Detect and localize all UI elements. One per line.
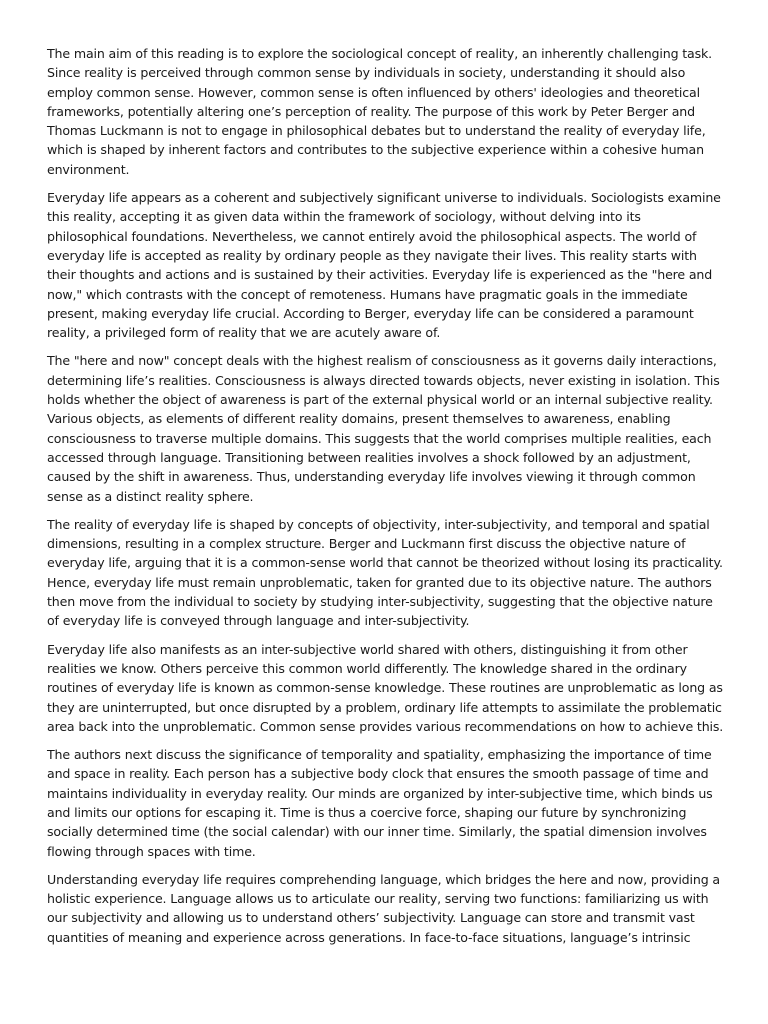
- paragraph-1: The main aim of this reading is to explore the sociological concept of reality, an inherently challenging task. Since reality is perceived through common sense by individuals in society, understanding it should also employ common sense. However, common sense is often influenced by others' ideologies and theoretical frameworks, potentially altering one’s perception of reality. The purpose of this work by Peter Berger and Thomas Luckmann is not to engage in philosophical debates but to understand the reality of everyday life, which is shaped by inherent factors and contributes to the subjective experience within a cohesive human environment.: [47, 46, 713, 177]
- paragraph-6: The authors next discuss the significance of temporality and spatiality, emphasizing the importance of time and space in reality. Each person has a subjective body clock that ensures the smooth passage of time and maintains individuality in everyday reality. Our minds are organized by inter-subjective time, which binds us and limits our options for escaping it. Time is thus a coercive force, shaping our future by synchronizing socially determined time (the social calendar) with our inner time. Similarly, the spatial dimension involves flowing through spaces with time.: [47, 747, 713, 859]
- paragraph-4: The reality of everyday life is shaped by concepts of objectivity, inter-subjectivity, and temporal and spatial dimensions, resulting in a complex structure. Berger and Luckmann first discuss the objective nature of everyday life, arguing that it is a common-sense world that cannot be theorized without losing its practicality. Hence, everyday life must remain unproblematic, taken for granted due to its objective nature. The authors then move from the individual to society by studying inter-subjectivity, suggesting that the objective nature of everyday life is conveyed through language and inter-subjectivity.: [47, 516, 723, 629]
- document-body: [47, 44, 725, 956]
- paragraph-2: Everyday life appears as a coherent and subjectively significant universe to individuals. Sociologists examine this reality, accepting it as given data within the framework of sociology, without delving into its philosophical foundations. Nevertheless, we cannot entirely avoid the philosophical aspects. The world of everyday life is accepted as reality by ordinary people as they navigate their lives. This reality starts with their thoughts and actions and is sustained by their activities. Everyday life is experienced as the "here and now," which contrasts with the concept of remoteness. Humans have pragmatic goals in the immediate present, making everyday life crucial. According to Berger, everyday life can be considered a paramount reality, a privileged form of reality that we are acutely aware of.: [47, 190, 721, 341]
- paragraph-7: Understanding everyday life requires comprehending language, which bridges the here and now, providing a holistic experience. Language allows us to articulate our reality, serving two functions: familiarizing us with our subjectivity and allowing us to understand others’ subjectivity. Language can store and transmit vast quantities of meaning and experience across generations. In face-to-face situations, language’s intrinsic: [47, 871, 720, 945]
- paragraph-5: Everyday life also manifests as an inter-subjective world shared with others, distinguishing it from other realities we know. Others perceive this common world differently. The knowledge shared in the ordinary routines of everyday life is known as common-sense knowledge. These routines are unproblematic as long as they are uninterrupted, but once disrupted by a problem, ordinary life attempts to assimilate the problematic area back into the unproblematic. Common sense provides various recommendations on how to achieve this.: [47, 641, 724, 734]
- paragraph-3: The "here and now" concept deals with the highest realism of consciousness as it governs daily interactions, determining life’s realities. Consciousness is always directed towards objects, never existing in isolation. This holds whether the object of awareness is part of the external physical world or an internal subjective reality. Various objects, as elements of different reality domains, present themselves to awareness, enabling consciousness to traverse multiple domains. This suggests that the world comprises multiple realities, each accessed through language. Transitioning between realities involves a shock followed by an adjustment, caused by the shift in awareness. Thus, understanding everyday life involves viewing it through common sense as a distinct reality sphere.: [47, 353, 720, 504]
